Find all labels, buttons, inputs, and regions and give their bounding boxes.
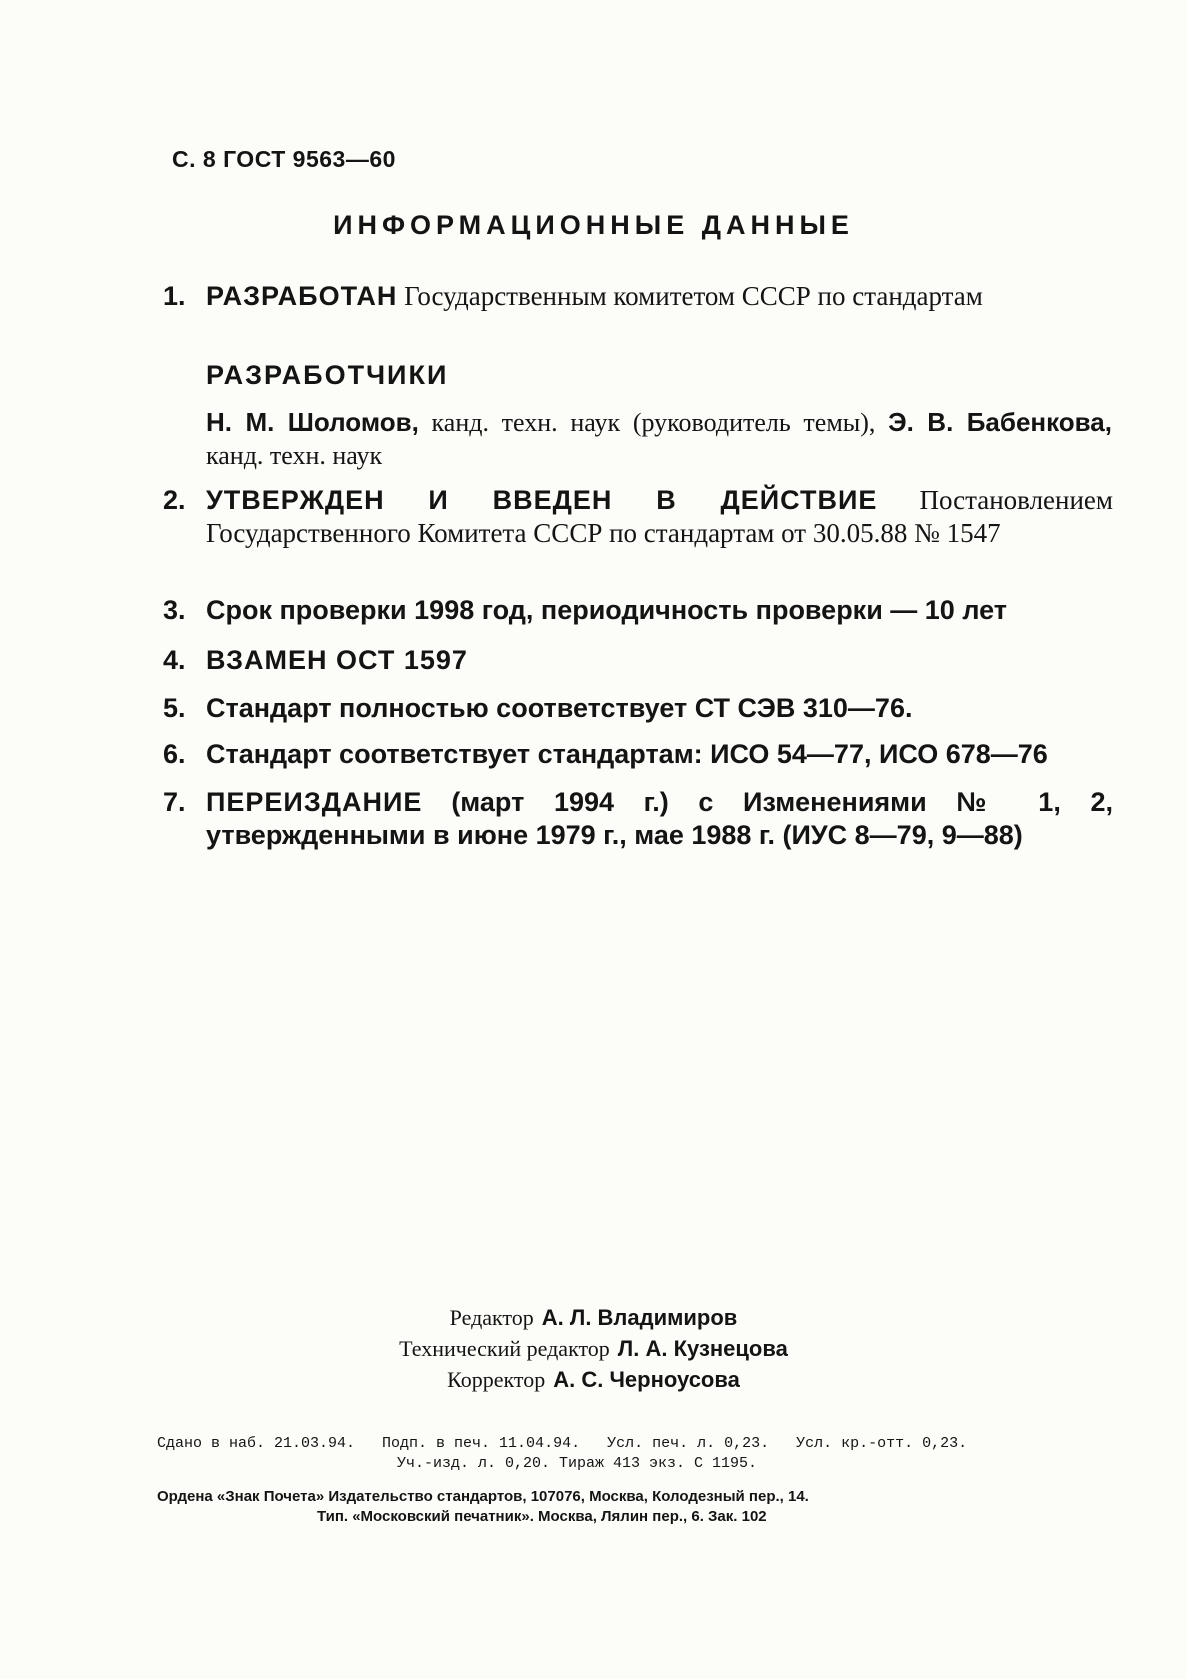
- list-item: [163, 692, 1113, 725]
- item-number: 5.: [163, 693, 186, 723]
- item-text: Срок проверки 1998 год, периодичность проверки — 10 лет: [206, 595, 1008, 625]
- developer-name: Э. В. Бабенкова,: [888, 407, 1112, 437]
- credit-person: А. Л. Владимиров: [541, 1305, 738, 1330]
- page-title: ИНФОРМАЦИОННЫЕ ДАННЫЕ: [333, 210, 854, 240]
- developer-name: Н. М. Шоломов,: [206, 407, 419, 437]
- item-lead: РАЗРАБОТАН: [206, 281, 398, 311]
- imprint-line: Сдано в наб. 21.03.94. Подп. в печ. 11.04.94. Усл. печ. л. 0,23. Усл. кр.-отт. 0,23.: [157, 1435, 968, 1452]
- imprint-line: Уч.-изд. л. 0,20. Тираж 413 экз. С 1195.: [397, 1455, 758, 1472]
- developer-role: канд. техн. наук: [206, 441, 383, 470]
- item-number: 6.: [163, 739, 186, 769]
- list-item: [163, 484, 1113, 550]
- item-text: Стандарт соответствует стандартам: ИСО 54—77, ИСО 678—76: [206, 739, 1048, 769]
- imprint-print-data: [157, 1434, 1107, 1474]
- credit-line: [0, 1364, 1187, 1395]
- developers-heading: РАЗРАБОТЧИКИ: [206, 360, 449, 390]
- list-item: [163, 738, 1113, 771]
- list-item: [163, 644, 1113, 677]
- item-text: Государственным комитетом СССР по стандартам: [404, 281, 983, 311]
- item-number: 1.: [163, 281, 186, 311]
- item-number: 3.: [163, 595, 186, 625]
- item-number: 2.: [163, 485, 186, 515]
- list-item: [163, 594, 1113, 627]
- item-text: Постановлением Государственного Комитета СССР по стандартам от 30.05.88 № 1547: [206, 485, 1113, 548]
- imprint-line: Тип. «Московский печатник». Москва, Лялин пер., 6. Зак. 102: [317, 1508, 767, 1525]
- credit-person: Л. А. Кузнецова: [617, 1336, 788, 1361]
- item-lead: ВЗАМЕН ОСТ 1597: [206, 645, 468, 675]
- item-text: Стандарт полностью соответствует СТ СЭВ 310—76.: [206, 693, 913, 723]
- imprint-line: Ордена «Знак Почета» Издательство стандартов, 107076, Москва, Колодезный пер., 14.: [157, 1488, 809, 1505]
- list-item: [163, 280, 1113, 313]
- credit-role: Редактор: [449, 1305, 534, 1330]
- item-number: 4.: [163, 645, 186, 675]
- item-lead: ПЕРЕИЗДАНИЕ: [206, 787, 423, 817]
- item-number: 7.: [163, 787, 186, 817]
- imprint-publisher: [157, 1487, 1107, 1527]
- credit-line: [0, 1302, 1187, 1333]
- item-text: (март 1994 г.) с Изменениями № 1, 2, утвержденными в июне 1979 г., мае 1988 г. (ИУС 8—79, 9—88): [206, 787, 1113, 850]
- credit-role: Корректор: [447, 1367, 546, 1392]
- credit-line: [0, 1333, 1187, 1364]
- developer-role: канд. техн. наук (руководитель темы),: [431, 408, 876, 437]
- credit-person: А. С. Черноусова: [553, 1367, 740, 1392]
- credits-block: [0, 1302, 1187, 1395]
- item-lead: УТВЕРЖДЕН И ВВЕДЕН В ДЕЙСТВИЕ: [206, 485, 878, 515]
- page-header: С. 8 ГОСТ 9563—60: [172, 146, 396, 172]
- developers-text: [206, 406, 1112, 472]
- credit-role: Технический редактор: [399, 1336, 610, 1361]
- list-item: [163, 786, 1113, 852]
